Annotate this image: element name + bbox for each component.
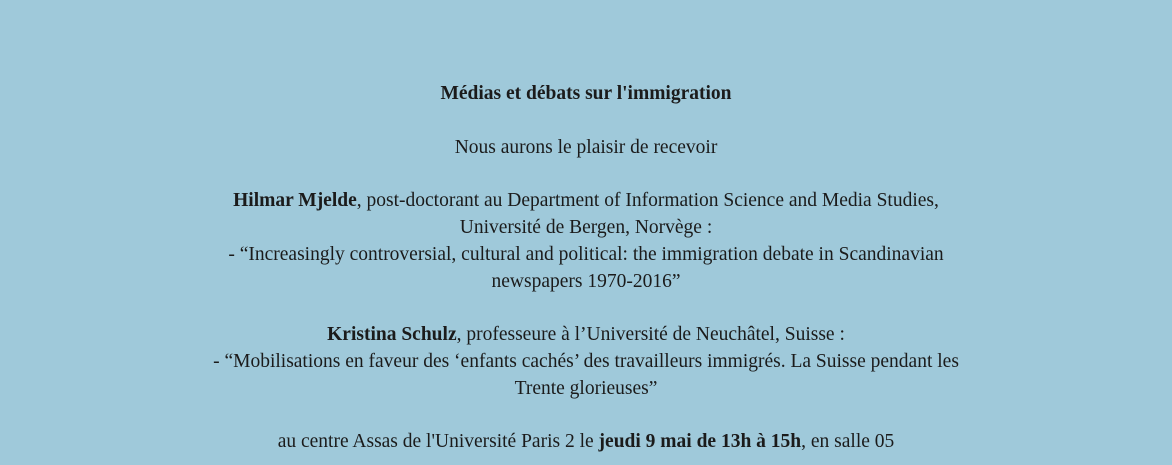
speaker-1-affiliation-text: , post-doctorant au Department of Information Science and Media Studies, bbox=[356, 190, 939, 211]
venue-date-time: jeudi 9 mai de 13h à 15h bbox=[598, 431, 802, 452]
venue-prefix: au centre Assas de l'Université Paris 2 le bbox=[277, 431, 599, 452]
speaker-2-name: Kristina Schulz bbox=[327, 324, 457, 345]
speaker-1-affiliation-line-1 bbox=[0, 189, 1172, 213]
announcement-title: Médias et débats sur l'immigration bbox=[440, 83, 732, 104]
speaker-2-talk-line-1: - “Mobilisations en faveur des ‘enfants cachés’ des travailleurs immigrés. La Suisse pendant les bbox=[213, 351, 959, 372]
speaker-1-affiliation-line-2: Université de Bergen, Norvège : bbox=[459, 217, 713, 238]
speaker-1-talk-line-1: - “Increasingly controversial, cultural and political: the immigration debate in Scandinavian bbox=[228, 244, 944, 265]
venue-suffix: , en salle 05 bbox=[801, 431, 895, 452]
speaker-2-affiliation-line-1 bbox=[0, 323, 1172, 347]
speaker-1-name: Hilmar Mjelde bbox=[233, 190, 357, 211]
speaker-2-affiliation-text: , professeure à l’Université de Neuchâtel, Suisse : bbox=[456, 324, 845, 345]
speaker-2-talk-line-2: Trente glorieuses” bbox=[514, 378, 658, 399]
venue-line bbox=[0, 430, 1172, 454]
speaker-1-talk-line-2: newspapers 1970-2016” bbox=[491, 271, 681, 292]
intro-text: Nous aurons le plaisir de recevoir bbox=[454, 137, 718, 158]
